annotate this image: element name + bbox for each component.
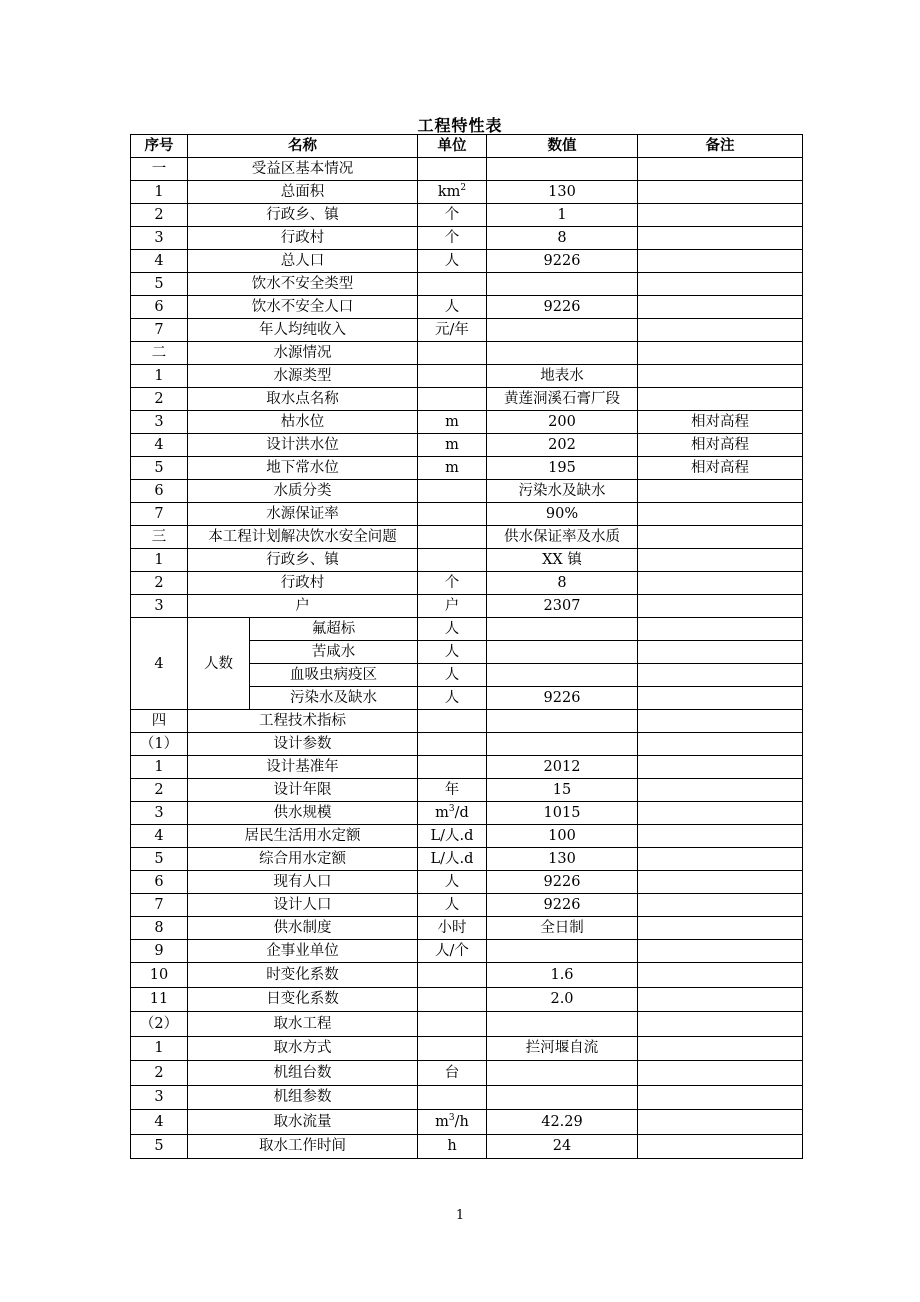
- unit-text: m: [445, 460, 459, 476]
- note-cell: 相对高程: [638, 457, 803, 480]
- name-cell: 行政村: [188, 572, 418, 595]
- unit-cell: [418, 1061, 487, 1086]
- value-cell: [487, 1085, 638, 1110]
- name-cell: 行政村: [188, 227, 418, 250]
- unit-cell: [418, 181, 487, 204]
- name-cell: 苦咸水: [250, 641, 418, 664]
- table-row: [131, 457, 803, 480]
- table-row: [131, 1012, 803, 1037]
- name-cell: 污染水及缺水: [250, 687, 418, 710]
- unit-cell: [418, 641, 487, 664]
- table-row: [131, 1134, 803, 1159]
- table-row: [131, 319, 803, 342]
- name-cell: 饮水不安全类型: [188, 273, 418, 296]
- value-cell: 1: [487, 204, 638, 227]
- value-cell: 地表水: [487, 365, 638, 388]
- name-cell: 取水方式: [188, 1036, 418, 1061]
- value-cell: 130: [487, 848, 638, 871]
- name-cell: 设计洪水位: [188, 434, 418, 457]
- table-row: [131, 296, 803, 319]
- name-cell: 血吸虫病疫区: [250, 664, 418, 687]
- unit-cell: [418, 710, 487, 733]
- unit-text: 人: [444, 644, 460, 660]
- unit-cell: [418, 894, 487, 917]
- table-row: [131, 158, 803, 181]
- value-cell: 9226: [487, 871, 638, 894]
- unit-cell: [418, 227, 487, 250]
- note-cell: [638, 779, 803, 802]
- unit-cell: [418, 917, 487, 940]
- value-cell: [487, 1012, 638, 1037]
- unit-text: 人: [444, 299, 460, 315]
- value-cell: 9226: [487, 894, 638, 917]
- value-cell: 1015: [487, 802, 638, 825]
- header-unit: 单位: [418, 135, 487, 158]
- unit-cell: [418, 940, 487, 963]
- unit-cell: [418, 549, 487, 572]
- seq-cell: 3: [131, 595, 188, 618]
- table-row: [131, 1036, 803, 1061]
- note-cell: [638, 917, 803, 940]
- name-cell: 供水规模: [188, 802, 418, 825]
- unit-text: 人: [444, 690, 460, 706]
- unit-cell: [418, 434, 487, 457]
- unit-text: m: [435, 805, 449, 821]
- note-cell: [638, 250, 803, 273]
- name-cell: 枯水位: [188, 411, 418, 434]
- unit-cell: [418, 250, 487, 273]
- unit-text: m: [445, 414, 459, 430]
- unit-cell: [418, 296, 487, 319]
- note-cell: [638, 526, 803, 549]
- name-cell: 设计基准年: [188, 756, 418, 779]
- note-cell: [638, 342, 803, 365]
- value-cell: [487, 641, 638, 664]
- value-cell: 黄莲洞溪石膏厂段: [487, 388, 638, 411]
- unit-cell: [418, 664, 487, 687]
- unit-text: L/人.d: [430, 828, 474, 844]
- unit-cell: [418, 802, 487, 825]
- value-cell: 90%: [487, 503, 638, 526]
- value-cell: 9226: [487, 687, 638, 710]
- name-cell: 工程技术指标: [188, 710, 418, 733]
- value-cell: 供水保证率及水质: [487, 526, 638, 549]
- name-cell: 水源类型: [188, 365, 418, 388]
- unit-text: h: [447, 1138, 457, 1155]
- value-cell: 195: [487, 457, 638, 480]
- value-cell: 2012: [487, 756, 638, 779]
- table-row: [131, 733, 803, 756]
- value-cell: [487, 940, 638, 963]
- value-cell: 全日制: [487, 917, 638, 940]
- unit-cell: [418, 365, 487, 388]
- unit-text: 小时: [437, 920, 467, 936]
- seq-cell: 1: [131, 756, 188, 779]
- seq-cell: 6: [131, 296, 188, 319]
- note-cell: [638, 296, 803, 319]
- seq-cell: 三: [131, 526, 188, 549]
- unit-text: 人: [444, 874, 460, 890]
- unit-cell: [418, 987, 487, 1012]
- seq-cell: （1）: [131, 733, 188, 756]
- note-cell: 相对高程: [638, 411, 803, 434]
- unit-text: L/人.d: [430, 851, 474, 867]
- seq-cell: 3: [131, 802, 188, 825]
- unit-superscript: 3: [448, 804, 455, 815]
- unit-suffix: /h: [454, 1113, 469, 1130]
- table-row: [131, 871, 803, 894]
- unit-cell: [418, 388, 487, 411]
- seq-cell: 7: [131, 503, 188, 526]
- table-row: [131, 388, 803, 411]
- seq-cell: 1: [131, 1036, 188, 1061]
- header-seq: 序号: [131, 135, 188, 158]
- note-cell: [638, 1110, 803, 1135]
- unit-cell: [418, 526, 487, 549]
- name-cell: 行政乡、镇: [188, 204, 418, 227]
- value-cell: 42.29: [487, 1110, 638, 1135]
- note-cell: [638, 987, 803, 1012]
- unit-text: 元/年: [435, 322, 469, 338]
- table-row: [131, 480, 803, 503]
- unit-cell: [418, 1012, 487, 1037]
- value-cell: [487, 319, 638, 342]
- unit-cell: [418, 963, 487, 988]
- value-cell: [487, 733, 638, 756]
- table-row: [131, 526, 803, 549]
- unit-cell: [418, 825, 487, 848]
- seq-cell: 10: [131, 963, 188, 988]
- table-row: [131, 1061, 803, 1086]
- table-row: [131, 365, 803, 388]
- seq-cell: 2: [131, 1061, 188, 1086]
- note-cell: [638, 940, 803, 963]
- name-cell: 年人均纯收入: [188, 319, 418, 342]
- seq-cell: 四: [131, 710, 188, 733]
- unit-cell: [418, 618, 487, 641]
- note-cell: [638, 365, 803, 388]
- value-cell: 污染水及缺水: [487, 480, 638, 503]
- unit-text: 人/个: [435, 943, 469, 959]
- table-row: [131, 250, 803, 273]
- seq-cell: 3: [131, 1085, 188, 1110]
- table-row: [131, 549, 803, 572]
- name-cell: 设计年限: [188, 779, 418, 802]
- value-cell: 24: [487, 1134, 638, 1159]
- note-cell: [638, 664, 803, 687]
- unit-cell: [418, 319, 487, 342]
- note-cell: [638, 572, 803, 595]
- note-cell: [638, 204, 803, 227]
- note-cell: [638, 618, 803, 641]
- value-cell: 9226: [487, 296, 638, 319]
- unit-text: 个: [444, 207, 460, 223]
- note-cell: [638, 710, 803, 733]
- value-cell: 2.0: [487, 987, 638, 1012]
- name-cell: 机组台数: [188, 1061, 418, 1086]
- name-cell: 现有人口: [188, 871, 418, 894]
- name-cell: 水质分类: [188, 480, 418, 503]
- seq-cell: 一: [131, 158, 188, 181]
- note-cell: [638, 1134, 803, 1159]
- unit-cell: [418, 871, 487, 894]
- value-cell: [487, 664, 638, 687]
- table-row: [131, 503, 803, 526]
- unit-cell: [418, 756, 487, 779]
- name-cell: 供水制度: [188, 917, 418, 940]
- value-cell: 15: [487, 779, 638, 802]
- seq-cell: 7: [131, 894, 188, 917]
- name-cell: 行政乡、镇: [188, 549, 418, 572]
- unit-text: 人: [444, 667, 460, 683]
- unit-cell: [418, 1134, 487, 1159]
- value-cell: [487, 342, 638, 365]
- table-body: [131, 158, 803, 1159]
- value-cell: 130: [487, 181, 638, 204]
- seq-cell: 4: [131, 825, 188, 848]
- note-cell: [638, 319, 803, 342]
- seq-cell: 2: [131, 779, 188, 802]
- seq-cell: 9: [131, 940, 188, 963]
- seq-cell: 8: [131, 917, 188, 940]
- name-cell: 综合用水定额: [188, 848, 418, 871]
- name-cell: 取水工作时间: [188, 1134, 418, 1159]
- note-cell: [638, 825, 803, 848]
- note-cell: [638, 687, 803, 710]
- value-cell: 1.6: [487, 963, 638, 988]
- seq-cell: 2: [131, 388, 188, 411]
- note-cell: [638, 273, 803, 296]
- unit-cell: [418, 342, 487, 365]
- note-cell: [638, 480, 803, 503]
- name-cell: 水源情况: [188, 342, 418, 365]
- name-cell: 水源保证率: [188, 503, 418, 526]
- table-row: [131, 756, 803, 779]
- unit-text: 个: [444, 575, 460, 591]
- unit-text: 人: [444, 253, 460, 269]
- name-cell: 企事业单位: [188, 940, 418, 963]
- note-cell: [638, 1012, 803, 1037]
- seq-cell: 5: [131, 1134, 188, 1159]
- value-cell: 200: [487, 411, 638, 434]
- table-row: [131, 227, 803, 250]
- name-cell: 受益区基本情况: [188, 158, 418, 181]
- seq-cell: 6: [131, 480, 188, 503]
- name-cell: 取水流量: [188, 1110, 418, 1135]
- table-row: [131, 618, 803, 641]
- name-cell: 地下常水位: [188, 457, 418, 480]
- note-cell: [638, 388, 803, 411]
- name-cell: 设计人口: [188, 894, 418, 917]
- note-cell: [638, 227, 803, 250]
- table-row: [131, 1110, 803, 1135]
- table-row: [131, 917, 803, 940]
- unit-text: m: [435, 1113, 449, 1130]
- unit-cell: [418, 595, 487, 618]
- table-row: [131, 710, 803, 733]
- table-row: [131, 963, 803, 988]
- name-cell: 氟超标: [250, 618, 418, 641]
- value-cell: [487, 618, 638, 641]
- unit-cell: [418, 480, 487, 503]
- unit-cell: [418, 1085, 487, 1110]
- unit-text: 台: [444, 1064, 460, 1081]
- seq-cell: 5: [131, 273, 188, 296]
- value-cell: [487, 158, 638, 181]
- name-cell: 总人口: [188, 250, 418, 273]
- table-row: [131, 434, 803, 457]
- unit-cell: [418, 733, 487, 756]
- header-value: 数值: [487, 135, 638, 158]
- seq-cell: 5: [131, 848, 188, 871]
- seq-cell: 二: [131, 342, 188, 365]
- table-row: [131, 411, 803, 434]
- unit-cell: [418, 457, 487, 480]
- note-cell: [638, 733, 803, 756]
- note-cell: [638, 181, 803, 204]
- value-cell: [487, 710, 638, 733]
- unit-cell: [418, 204, 487, 227]
- table-row: [131, 273, 803, 296]
- unit-cell: [418, 1110, 487, 1135]
- name-cell: 户: [188, 595, 418, 618]
- seq-cell: 7: [131, 319, 188, 342]
- seq-cell: （2）: [131, 1012, 188, 1037]
- unit-text: 个: [444, 230, 460, 246]
- seq-cell: 4: [131, 434, 188, 457]
- unit-suffix: /d: [454, 805, 469, 821]
- note-cell: [638, 1036, 803, 1061]
- unit-cell: [418, 687, 487, 710]
- table-row: [131, 848, 803, 871]
- table-row: [131, 987, 803, 1012]
- note-cell: [638, 963, 803, 988]
- note-cell: [638, 894, 803, 917]
- unit-cell: [418, 1036, 487, 1061]
- value-cell: 202: [487, 434, 638, 457]
- value-cell: 100: [487, 825, 638, 848]
- unit-cell: [418, 273, 487, 296]
- seq-cell: 6: [131, 871, 188, 894]
- table-row: [131, 894, 803, 917]
- unit-cell: [418, 158, 487, 181]
- engineering-spec-table: [130, 134, 803, 1159]
- name-cell: 机组参数: [188, 1085, 418, 1110]
- name-cell: 日变化系数: [188, 987, 418, 1012]
- value-cell: 8: [487, 572, 638, 595]
- unit-text: 年: [444, 782, 460, 798]
- unit-text: 户: [444, 598, 460, 614]
- table-row: [131, 779, 803, 802]
- seq-cell: 11: [131, 987, 188, 1012]
- unit-cell: [418, 848, 487, 871]
- seq-cell: 4: [131, 1110, 188, 1135]
- unit-cell: [418, 572, 487, 595]
- seq-cell: 5: [131, 457, 188, 480]
- seq-cell: 3: [131, 227, 188, 250]
- value-cell: 拦河堰自流: [487, 1036, 638, 1061]
- name-cell: 时变化系数: [188, 963, 418, 988]
- note-cell: [638, 158, 803, 181]
- note-cell: 相对高程: [638, 434, 803, 457]
- value-cell: [487, 273, 638, 296]
- table-row: [131, 940, 803, 963]
- header-note: 备注: [638, 135, 803, 158]
- unit-cell: [418, 779, 487, 802]
- group-label-cell: 人数: [188, 618, 250, 710]
- table-row: [131, 595, 803, 618]
- header-name: 名称: [188, 135, 418, 158]
- name-cell: 设计参数: [188, 733, 418, 756]
- note-cell: [638, 641, 803, 664]
- value-cell: [487, 1061, 638, 1086]
- unit-superscript: 3: [448, 1112, 455, 1123]
- note-cell: [638, 848, 803, 871]
- unit-text: 人: [444, 621, 460, 637]
- unit-superscript: 2: [460, 183, 467, 194]
- seq-cell: 1: [131, 181, 188, 204]
- page-number: 1: [455, 1208, 465, 1223]
- unit-cell: [418, 503, 487, 526]
- name-cell: 取水点名称: [188, 388, 418, 411]
- name-cell: 本工程计划解决饮水安全问题: [188, 526, 418, 549]
- note-cell: [638, 595, 803, 618]
- page-title: 工程特性表: [417, 116, 503, 135]
- name-cell: 取水工程: [188, 1012, 418, 1037]
- value-cell: 9226: [487, 250, 638, 273]
- seq-cell: 2: [131, 572, 188, 595]
- name-cell: 饮水不安全人口: [188, 296, 418, 319]
- seq-cell: 4: [131, 250, 188, 273]
- table-row: [131, 181, 803, 204]
- table-header-row: [131, 135, 803, 158]
- note-cell: [638, 503, 803, 526]
- note-cell: [638, 1061, 803, 1086]
- name-cell: 居民生活用水定额: [188, 825, 418, 848]
- seq-cell: 4: [131, 618, 188, 710]
- unit-text: km: [437, 184, 461, 200]
- table-row: [131, 204, 803, 227]
- note-cell: [638, 1085, 803, 1110]
- table-row: [131, 825, 803, 848]
- note-cell: [638, 756, 803, 779]
- seq-cell: 2: [131, 204, 188, 227]
- note-cell: [638, 802, 803, 825]
- table-row: [131, 342, 803, 365]
- seq-cell: 3: [131, 411, 188, 434]
- value-cell: 2307: [487, 595, 638, 618]
- note-cell: [638, 549, 803, 572]
- table-row: [131, 572, 803, 595]
- unit-text: 人: [444, 897, 460, 913]
- table-row: [131, 802, 803, 825]
- value-cell: 8: [487, 227, 638, 250]
- name-cell: 总面积: [188, 181, 418, 204]
- unit-cell: [418, 411, 487, 434]
- seq-cell: 1: [131, 549, 188, 572]
- note-cell: [638, 871, 803, 894]
- seq-cell: 1: [131, 365, 188, 388]
- unit-text: m: [445, 437, 459, 453]
- table-row: [131, 1085, 803, 1110]
- value-cell: XX 镇: [487, 549, 638, 572]
